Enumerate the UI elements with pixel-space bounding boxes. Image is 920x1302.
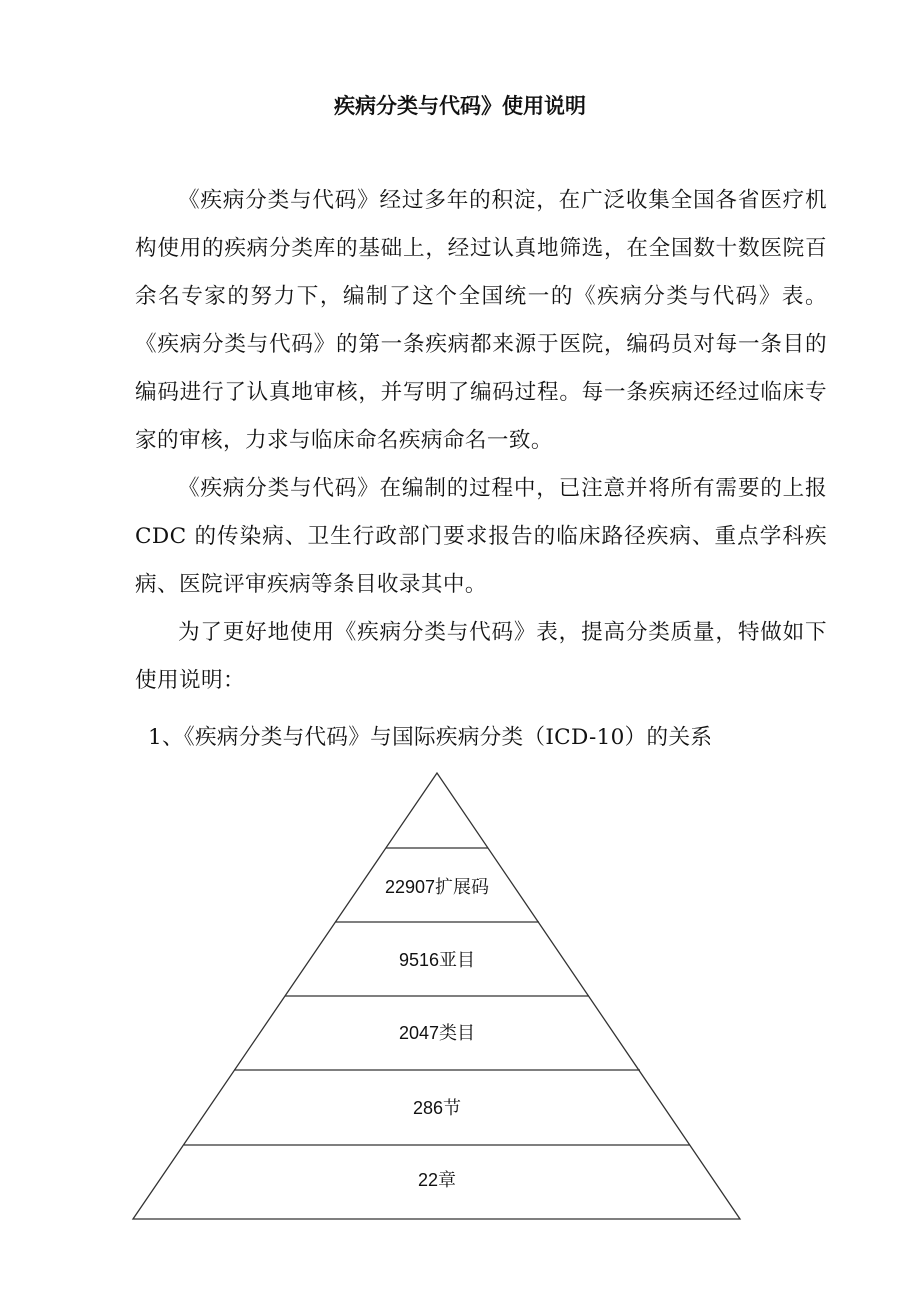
pyramid-level-subcategories: 9516亚目 [398, 950, 476, 970]
pyramid-level-chapters: 22章 [417, 1170, 457, 1190]
pyramid-level-blocks: 286节 [412, 1098, 462, 1118]
usage-note-paragraph: 为了更好地使用《疾病分类与代码》表，提高分类质量，特做如下使用说明： [135, 620, 827, 693]
document-title: 疾病分类与代码》使用说明 [334, 94, 586, 118]
pyramid-level-categories: 2047类目 [398, 1023, 476, 1043]
section-heading-1: 1、《疾病分类与代码》与国际疾病分类（ICD-10）的关系 [148, 725, 713, 750]
intro-paragraph: 《疾病分类与代码》经过多年的积淀，在广泛收集全国各省医疗机构使用的疾病分类库的基础上，经过认真地筛选，在全国数十数医院百余名专家的努力下，编制了这个全国统一的《疾病分类与代码》表。《疾病分类与代码》的第一条疾病都来源于医院，编码员对每一条目的编码进行了认真地审核，并写明了编码过程。每一条疾病还经过临床专家的审核，力求与临床命名疾病命名一致。 [135, 188, 827, 453]
compilation-paragraph: 《疾病分类与代码》在编制的过程中，已注意并将所有需要的上报CDC 的传染病、卫生行政部门要求报告的临床路径疾病、重点学科疾病、医院评审疾病等条目收录其中。 [135, 476, 827, 597]
pyramid-level-extension-codes: 22907扩展码 [384, 877, 490, 897]
